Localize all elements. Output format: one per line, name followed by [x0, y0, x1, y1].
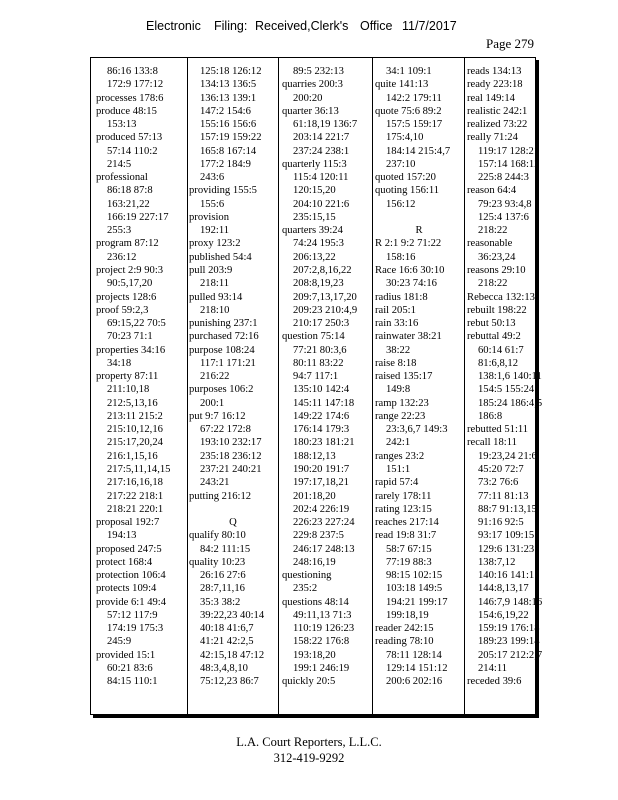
- index-continuation-line: 189:23 199:14: [478, 636, 540, 648]
- index-continuation-line: 226:23 227:24: [293, 517, 355, 529]
- footer-phone: 312-419-9292: [273, 751, 345, 765]
- index-continuation-line: 248:16,19: [293, 556, 336, 568]
- index-entry: quarterly 115:3: [282, 158, 347, 170]
- index-entry: produce 48:15: [96, 105, 157, 117]
- index-continuation-line: 36:23,24: [478, 251, 516, 263]
- index-continuation-line: 218:21 220:1: [107, 503, 164, 515]
- index-continuation-line: 75:12,23 86:7: [200, 676, 259, 688]
- index-continuation-line: 84:15 110:1: [107, 676, 158, 688]
- index-entry: ready 223:18: [467, 79, 523, 91]
- index-entry: question 75:14: [282, 331, 345, 343]
- index-continuation-line: 159:19 176:18: [478, 623, 540, 635]
- index-continuation-line: 69:15,22 70:5: [107, 318, 166, 330]
- column-divider: [372, 58, 373, 714]
- index-entry: projects 128:6: [96, 291, 157, 303]
- index-entry: recall 18:11: [467, 437, 517, 449]
- index-continuation-line: 200:20: [293, 92, 323, 104]
- index-entry: quarters 39:24: [282, 225, 343, 237]
- index-continuation-line: 176:14 179:3: [293, 424, 350, 436]
- index-entry: providing 155:5: [189, 185, 257, 197]
- index-continuation-line: 194:13: [107, 530, 137, 542]
- index-continuation-line: 57:14 110:2: [107, 145, 158, 157]
- index-continuation-line: 39:22,23 40:14: [200, 609, 265, 621]
- index-entry: pull 203:9: [189, 264, 233, 276]
- index-continuation-line: 225:8 244:3: [478, 172, 529, 184]
- index-continuation-line: 86:16 133:8: [107, 66, 158, 77]
- index-entry: Race 16:6 30:10: [375, 264, 445, 276]
- index-continuation-line: 172:9 177:12: [107, 79, 164, 91]
- index-entry: questioning: [282, 570, 332, 582]
- index-letter-heading: Q: [229, 517, 237, 529]
- index-continuation-line: 45:20 72:7: [478, 463, 524, 475]
- index-entry: rebut 50:13: [467, 318, 516, 330]
- column-divider: [187, 58, 188, 714]
- index-continuation-line: 213:11 215:2: [107, 410, 163, 422]
- index-entry: published 54:4: [189, 251, 252, 263]
- index-entry: protection 106:4: [96, 570, 166, 582]
- index-entry: rain 33:16: [375, 318, 419, 330]
- index-continuation-line: 157:14 168:12: [478, 158, 540, 170]
- index-continuation-line: 218:10: [200, 304, 230, 316]
- index-continuation-line: 34:18: [107, 357, 132, 369]
- index-entry: rebutted 51:11: [467, 424, 529, 436]
- index-entry: rebuilt 198:22: [467, 304, 527, 316]
- index-continuation-line: 214:11: [478, 662, 508, 674]
- index-continuation-line: 200:1: [200, 397, 225, 409]
- index-continuation-line: 149:8: [386, 384, 411, 396]
- index-continuation-line: 215:17,20,24: [107, 437, 163, 449]
- index-continuation-line: 237:24 238:1: [293, 145, 350, 157]
- index-continuation-line: 153:13: [107, 119, 137, 131]
- index-continuation-line: 217:16,16,18: [107, 477, 163, 489]
- index-continuation-line: 93:17 109:15: [478, 530, 535, 542]
- index-continuation-line: 151:1: [386, 463, 411, 475]
- index-entry: quoting 156:11: [375, 185, 440, 197]
- index-continuation-line: 138:7,12: [478, 556, 516, 568]
- index-continuation-line: 28:7,11,16: [200, 583, 245, 595]
- index-entry: qualify 80:10: [189, 530, 246, 542]
- index-entry: protect 168:4: [96, 556, 153, 568]
- index-continuation-line: 243:6: [200, 172, 225, 184]
- index-continuation-line: 166:19 227:17: [107, 211, 169, 223]
- index-continuation-line: 204:10 221:6: [293, 198, 350, 210]
- index-continuation-line: 163:21,22: [107, 198, 150, 210]
- footer-firm: L.A. Court Reporters, L.L.C.: [236, 735, 382, 749]
- index-continuation-line: 193:18,20: [293, 649, 336, 661]
- index-continuation-line: 157:5 159:17: [386, 119, 443, 131]
- index-continuation-line: 78:11 128:14: [386, 649, 442, 661]
- index-continuation-line: 211:10,18: [107, 384, 150, 396]
- index-continuation-line: 119:17 128:21: [478, 145, 540, 157]
- header-received: Received,Clerk's: [255, 19, 349, 33]
- page-number: Page 279: [486, 36, 535, 51]
- index-continuation-line: 158:16: [386, 251, 416, 263]
- index-entry: reaches 217:14: [375, 517, 439, 529]
- index-continuation-line: 146:7,9 148:16: [478, 596, 543, 608]
- efiling-stamp-header: [0, 19, 618, 37]
- index-entry: proof 59:2,3: [96, 304, 149, 316]
- index-continuation-line: 94:7 117:1: [293, 371, 339, 383]
- index-continuation-line: 218:11: [200, 278, 230, 290]
- index-continuation-line: 175:4,10: [386, 132, 424, 144]
- index-continuation-line: 237:21 240:21: [200, 463, 262, 475]
- index-continuation-line: 180:23 181:21: [293, 437, 355, 449]
- index-entry: reader 242:15: [375, 623, 434, 635]
- index-continuation-line: 117:1 171:21: [200, 357, 256, 369]
- index-continuation-line: 58:7 67:15: [386, 543, 432, 555]
- index-entry: ramp 132:23: [375, 397, 429, 409]
- index-entry: protects 109:4: [96, 583, 157, 595]
- index-continuation-line: 49:11,13 71:3: [293, 609, 352, 621]
- index-continuation-line: 40:18 41:6,7: [200, 623, 254, 635]
- index-blank-line: [189, 503, 277, 516]
- index-continuation-line: 156:12: [386, 198, 416, 210]
- index-continuation-line: 154:5 155:24: [478, 384, 535, 396]
- index-continuation-line: 157:19 159:22: [200, 132, 262, 144]
- index-entry: provide 6:1 49:4: [96, 596, 167, 608]
- column-divider: [278, 58, 279, 714]
- index-entry: R 2:1 9:2 71:22: [375, 238, 442, 250]
- index-continuation-line: 125:4 137:6: [478, 211, 529, 223]
- index-continuation-line: 186:8: [478, 410, 503, 422]
- index-continuation-line: 144:8,13,17: [478, 583, 529, 595]
- index-continuation-line: 80:11 83:22: [293, 357, 344, 369]
- index-continuation-line: 216:1,15,16: [107, 450, 158, 462]
- index-continuation-line: 200:6 202:16: [386, 676, 443, 688]
- index-column-1: [96, 65, 182, 688]
- index-continuation-line: 206:13,22: [293, 251, 336, 263]
- index-entry: quarter 36:13: [282, 105, 339, 117]
- index-continuation-line: 245:9: [107, 636, 132, 648]
- column-divider: [464, 58, 465, 714]
- header-date: 11/7/2017: [402, 19, 457, 33]
- index-continuation-line: 67:22 172:8: [200, 424, 251, 436]
- index-continuation-line: 84:2 111:15: [200, 543, 251, 555]
- index-entry: rating 123:15: [375, 503, 432, 515]
- index-continuation-line: 35:3 38:2: [200, 596, 241, 608]
- index-continuation-line: 48:3,4,8,10: [200, 662, 248, 674]
- index-continuation-line: 125:18 126:12: [200, 66, 262, 77]
- index-continuation-line: 140:16 141:1: [478, 570, 535, 582]
- header-electronic: Electronic: [146, 19, 201, 33]
- index-entry: quarries 200:3: [282, 79, 343, 91]
- index-entry: realistic 242:1: [467, 105, 528, 117]
- index-continuation-line: 218:22: [478, 225, 508, 237]
- index-continuation-line: 74:24 195:3: [293, 238, 344, 250]
- index-continuation-line: 120:15,20: [293, 185, 336, 197]
- index-continuation-line: 210:17 250:3: [293, 318, 350, 330]
- index-continuation-line: 110:19 126:23: [293, 623, 355, 635]
- index-entry: reason 64:4: [467, 185, 517, 197]
- index-continuation-line: 209:23 210:4,9: [293, 304, 358, 316]
- index-entry: read 19:8 31:7: [375, 530, 437, 542]
- index-entry: purpose 108:24: [189, 344, 255, 356]
- index-entry: raised 135:17: [375, 371, 433, 383]
- index-continuation-line: 77:21 80:3,6: [293, 344, 347, 356]
- index-continuation-line: 202:4 226:19: [293, 503, 350, 515]
- index-continuation-line: 145:11 147:18: [293, 397, 355, 409]
- index-continuation-line: 73:2 76:6: [478, 477, 519, 489]
- index-entry: properties 34:16: [96, 344, 166, 356]
- index-continuation-line: 103:18 149:5: [386, 583, 443, 595]
- index-entry: purposes 106:2: [189, 384, 254, 396]
- index-entry: proposal 192:7: [96, 517, 160, 529]
- index-entry: raise 8:18: [375, 357, 417, 369]
- index-entry: quote 75:6 89:2: [375, 105, 442, 117]
- index-continuation-line: 136:13 139:1: [200, 92, 257, 104]
- index-continuation-line: 185:24 186:4,5: [478, 397, 543, 409]
- index-column-3: [282, 65, 370, 688]
- word-index-frame: [90, 57, 543, 715]
- index-continuation-line: 242:1: [386, 437, 411, 449]
- index-entry: rail 205:1: [375, 304, 416, 316]
- index-continuation-line: 216:22: [200, 371, 230, 383]
- index-entry: radius 181:8: [375, 291, 428, 303]
- index-entry: reads 134:13: [467, 66, 522, 77]
- index-entry: rainwater 38:21: [375, 331, 442, 343]
- index-continuation-line: 236:12: [107, 251, 137, 263]
- index-continuation-line: 30:23 74:16: [386, 278, 437, 290]
- index-continuation-line: 86:18 87:8: [107, 185, 153, 197]
- index-entry: quickly 20:5: [282, 676, 336, 688]
- index-entry: proxy 123:2: [189, 238, 241, 250]
- index-entry: quite 141:13: [375, 79, 429, 91]
- index-entry: reading 78:10: [375, 636, 434, 648]
- index-continuation-line: 243:21: [200, 477, 230, 489]
- index-continuation-line: 57:12 117:9: [107, 609, 158, 621]
- index-continuation-line: 235:2: [293, 583, 318, 595]
- index-entry: proposed 247:5: [96, 543, 162, 555]
- index-continuation-line: 149:22 174:6: [293, 410, 350, 422]
- index-continuation-line: 147:2 154:6: [200, 105, 251, 117]
- index-entry: project 2:9 90:3: [96, 264, 164, 276]
- index-continuation-line: 229:8 237:5: [293, 530, 344, 542]
- index-entry: quality 10:23: [189, 556, 246, 568]
- index-continuation-line: 184:14 215:4,7: [386, 145, 451, 157]
- index-entry: processes 178:6: [96, 92, 164, 104]
- index-entry: program 87:12: [96, 238, 159, 250]
- index-entry: rebuttal 49:2: [467, 331, 521, 343]
- index-column-5: [467, 65, 543, 688]
- index-entry: receded 39:6: [467, 676, 522, 688]
- index-continuation-line: 60:14 61:7: [478, 344, 524, 356]
- index-continuation-line: 205:17 212:2,7: [478, 649, 543, 661]
- index-continuation-line: 42:15,18 47:12: [200, 649, 265, 661]
- index-entry: rapid 57:4: [375, 477, 419, 489]
- index-entry: purchased 72:16: [189, 331, 259, 343]
- index-continuation-line: 41:21 42:2,5: [200, 636, 254, 648]
- index-continuation-line: 89:5 232:13: [293, 66, 344, 77]
- index-entry: realized 73:22: [467, 119, 528, 131]
- index-continuation-line: 115:4 120:11: [293, 172, 349, 184]
- index-continuation-line: 214:5: [107, 158, 132, 170]
- index-continuation-line: 215:10,12,16: [107, 424, 163, 436]
- index-continuation-line: 88:7 91:13,15: [478, 503, 537, 515]
- index-continuation-line: 192:11: [200, 225, 230, 237]
- index-entry: provided 15:1: [96, 649, 156, 661]
- index-continuation-line: 193:10 232:17: [200, 437, 262, 449]
- index-entry: pulled 93:14: [189, 291, 243, 303]
- index-continuation-line: 194:21 199:17: [386, 596, 448, 608]
- index-entry: professional: [96, 172, 148, 184]
- index-entry: rarely 178:11: [375, 490, 432, 502]
- index-continuation-line: 77:11 81:13: [478, 490, 529, 502]
- index-column-4: [375, 65, 463, 688]
- index-entry: ranges 23:2: [375, 450, 425, 462]
- index-blank-line: [375, 211, 463, 224]
- index-entry: range 22:23: [375, 410, 426, 422]
- index-continuation-line: 34:1 109:1: [386, 66, 432, 77]
- index-continuation-line: 235:15,15: [293, 211, 336, 223]
- index-continuation-line: 158:22 176:8: [293, 636, 350, 648]
- index-continuation-line: 19:23,24 21:6: [478, 450, 537, 462]
- index-entry: real 149:14: [467, 92, 515, 104]
- index-continuation-line: 237:10: [386, 158, 416, 170]
- index-continuation-line: 135:10 142:4: [293, 384, 350, 396]
- index-entry: property 87:11: [96, 371, 159, 383]
- index-continuation-line: 246:17 248:13: [293, 543, 355, 555]
- index-continuation-line: 60:21 83:6: [107, 662, 153, 674]
- index-entry: put 9:7 16:12: [189, 410, 246, 422]
- index-continuation-line: 134:13 136:5: [200, 79, 257, 91]
- index-entry: quoted 157:20: [375, 172, 436, 184]
- index-continuation-line: 174:19 175:3: [107, 623, 164, 635]
- index-continuation-line: 235:18 236:12: [200, 450, 262, 462]
- index-entry: produced 57:13: [96, 132, 163, 144]
- index-entry: putting 216:12: [189, 490, 252, 502]
- index-continuation-line: 208:8,19,23: [293, 278, 344, 290]
- header-filing: Filing:: [214, 19, 248, 33]
- index-letter-heading: R: [415, 225, 423, 237]
- index-continuation-line: 98:15 102:15: [386, 570, 443, 582]
- index-continuation-line: 197:17,18,21: [293, 477, 349, 489]
- index-continuation-line: 190:20 191:7: [293, 463, 350, 475]
- index-continuation-line: 154:6,19,22: [478, 609, 529, 621]
- index-continuation-line: 79:23 93:4,8: [478, 198, 532, 210]
- index-continuation-line: 129:14 151:12: [386, 662, 448, 674]
- header-office: Office: [360, 19, 393, 33]
- index-continuation-line: 142:2 179:11: [386, 92, 442, 104]
- index-continuation-line: 155:16 156:6: [200, 119, 257, 131]
- index-continuation-line: 70:23 71:1: [107, 331, 153, 343]
- index-entry: really 71:24: [467, 132, 518, 144]
- index-continuation-line: 23:3,6,7 149:3: [386, 424, 448, 436]
- index-continuation-line: 77:19 88:3: [386, 556, 432, 568]
- index-entry: questions 48:14: [282, 596, 349, 608]
- index-continuation-line: 203:14 221:7: [293, 132, 350, 144]
- index-continuation-line: 209:7,13,17,20: [293, 291, 357, 303]
- index-continuation-line: 38:22: [386, 344, 411, 356]
- index-continuation-line: 217:5,11,14,15: [107, 463, 171, 475]
- index-continuation-line: 177:2 184:9: [200, 158, 251, 170]
- index-continuation-line: 165:8 167:14: [200, 145, 257, 157]
- index-entry: provision: [189, 211, 230, 223]
- index-continuation-line: 212:5,13,16: [107, 397, 158, 409]
- index-continuation-line: 217:22 218:1: [107, 490, 164, 502]
- index-continuation-line: 90:5,17,20: [107, 278, 153, 290]
- index-entry: reasonable: [467, 238, 513, 250]
- index-continuation-line: 255:3: [107, 225, 132, 237]
- index-continuation-line: 26:16 27:6: [200, 570, 246, 582]
- index-entry: Rebecca 132:13: [467, 291, 535, 303]
- index-continuation-line: 199:18,19: [386, 609, 429, 621]
- index-column-2: [189, 65, 277, 688]
- index-continuation-line: 199:1 246:19: [293, 662, 350, 674]
- index-continuation-line: 91:16 92:5: [478, 517, 524, 529]
- index-continuation-line: 155:6: [200, 198, 225, 210]
- index-entry: punishing 237:1: [189, 318, 258, 330]
- index-continuation-line: 61:18,19 136:7: [293, 119, 358, 131]
- index-entry: reasons 29:10: [467, 264, 526, 276]
- index-continuation-line: 207:2,8,16,22: [293, 264, 352, 276]
- index-continuation-line: 81:6,8,12: [478, 357, 519, 369]
- index-continuation-line: 201:18,20: [293, 490, 336, 502]
- index-continuation-line: 138:1,6 140:11: [478, 371, 542, 383]
- index-continuation-line: 188:12,13: [293, 450, 336, 462]
- index-continuation-line: 129:6 131:23: [478, 543, 535, 555]
- index-continuation-line: 218:22: [478, 278, 508, 290]
